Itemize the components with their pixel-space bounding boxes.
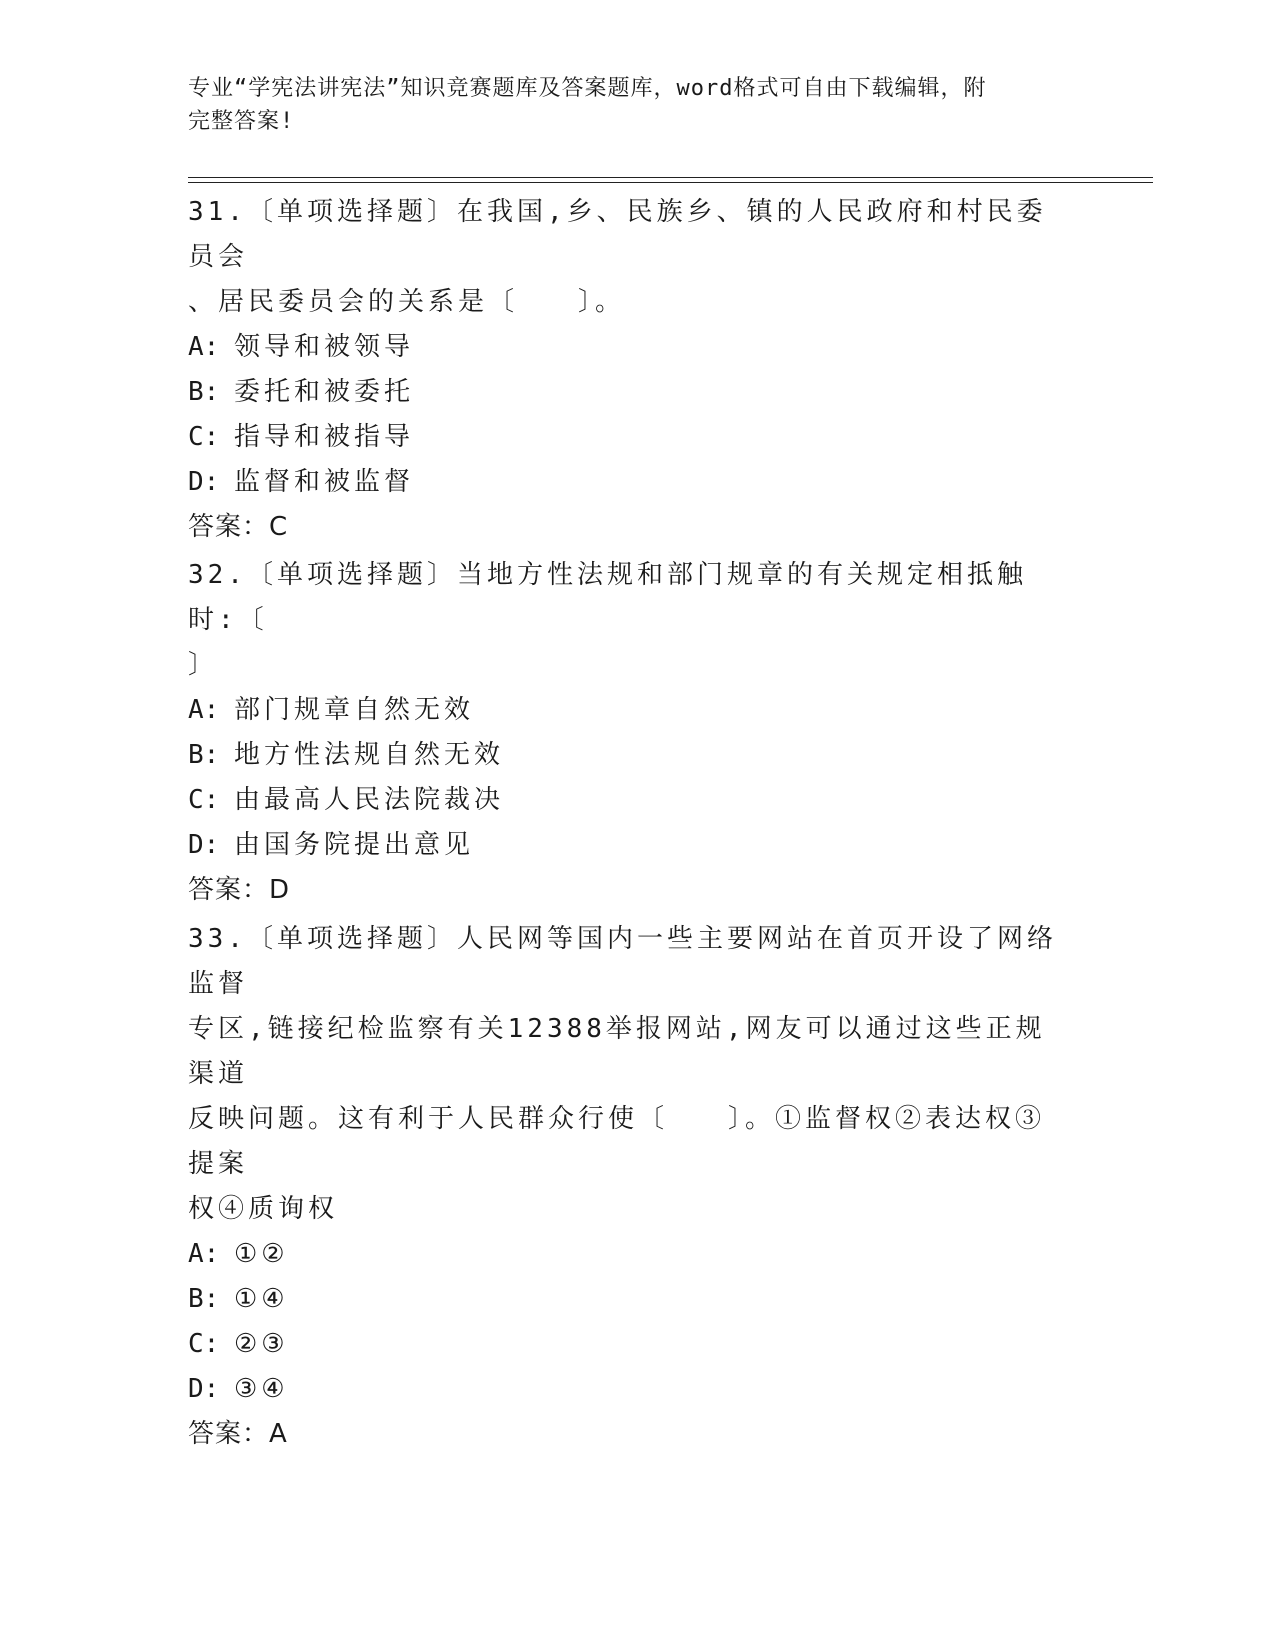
question-31 — [188, 190, 1068, 550]
stem-line: 专区,链接纪检监察有关12388举报网站,网友可以通过这些正规渠道 — [188, 1014, 1046, 1089]
option-c — [188, 1322, 1068, 1367]
option-letter: A: — [188, 1239, 220, 1269]
option-letter: D: — [188, 467, 220, 497]
option-text: 指导和被指导 — [234, 422, 415, 452]
option-text: ③④ — [234, 1374, 289, 1404]
option-letter: C: — [188, 1329, 220, 1359]
header-divider-bottom — [188, 182, 1153, 183]
option-b — [188, 1277, 1068, 1322]
option-text: 由最高人民法院裁决 — [234, 785, 505, 815]
option-d — [188, 823, 1068, 868]
document-intro — [188, 72, 1068, 138]
option-text: 部门规章自然无效 — [234, 695, 475, 725]
answer-line: 答案：D — [188, 875, 291, 905]
option-text: 由国务院提出意见 — [234, 830, 475, 860]
option-letter: D: — [188, 1374, 220, 1404]
stem-line: 权④质询权 — [188, 1194, 339, 1224]
stem-line: 33.〔单项选择题〕人民网等国内一些主要网站在首页开设了网络监督 — [188, 924, 1057, 999]
question-33 — [188, 917, 1068, 1457]
option-text: ②③ — [234, 1329, 289, 1359]
option-letter: A: — [188, 332, 220, 362]
option-b — [188, 370, 1068, 415]
option-text: ①④ — [234, 1284, 289, 1314]
question-32 — [188, 553, 1068, 913]
option-c — [188, 778, 1068, 823]
question-stem — [188, 917, 1068, 1232]
option-letter: C: — [188, 422, 220, 452]
stem-line: 、居民委员会的关系是〔 〕。 — [188, 287, 626, 317]
question-stem — [188, 190, 1068, 325]
answer-line: 答案：A — [188, 1419, 288, 1449]
stem-line: 32.〔单项选择题〕当地方性法规和部门规章的有关规定相抵触时:〔 — [188, 560, 1027, 635]
option-b — [188, 733, 1068, 778]
option-a — [188, 688, 1068, 733]
option-a — [188, 325, 1068, 370]
option-text: 委托和被委托 — [234, 377, 415, 407]
option-text: 监督和被监督 — [234, 467, 415, 497]
answer-line: 答案：C — [188, 512, 289, 542]
option-letter: B: — [188, 1284, 220, 1314]
option-c — [188, 415, 1068, 460]
option-text: ①② — [234, 1239, 289, 1269]
intro-line: 完整答案! — [188, 109, 295, 134]
stem-line: 31.〔单项选择题〕在我国,乡、民族乡、镇的人民政府和村民委员会 — [188, 197, 1047, 272]
intro-line: 专业“学宪法讲宪法”知识竞赛题库及答案题库，word格式可自由下载编辑，附 — [188, 76, 987, 101]
option-letter: B: — [188, 740, 220, 770]
option-d — [188, 1367, 1068, 1412]
option-letter: C: — [188, 785, 220, 815]
option-text: 领导和被领导 — [234, 332, 415, 362]
option-text: 地方性法规自然无效 — [234, 740, 505, 770]
option-letter: B: — [188, 377, 220, 407]
option-letter: D: — [188, 830, 220, 860]
stem-line: 反映问题。这有利于人民群众行使〔 〕。①监督权②表达权③提案 — [188, 1104, 1046, 1179]
header-divider-top — [188, 177, 1153, 178]
option-d — [188, 460, 1068, 505]
question-stem — [188, 553, 1068, 688]
option-a — [188, 1232, 1068, 1277]
option-letter: A: — [188, 695, 220, 725]
stem-line: 〕 — [188, 650, 219, 680]
